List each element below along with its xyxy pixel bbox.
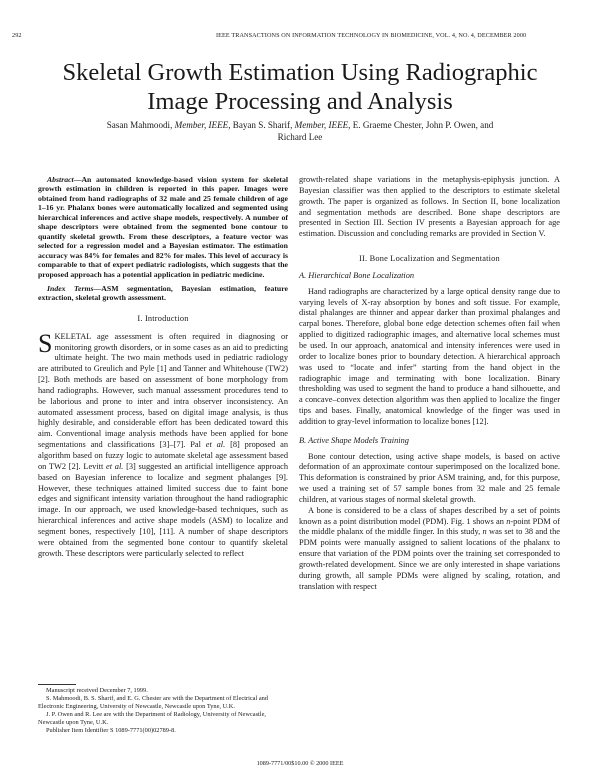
intro-continuation: growth-related shape variations in the metaphysis-epiphysis junction. A Bayesian classifier was then applied to the descriptors to estimate skeletal growth. The paper is organized as follows. In Section II, bone localization and segmentation methods are described. Bone shape descriptors are presented in Section III. Section IV presents a Bayesian approach for age estimation. Discussion and concluding remarks are provided in Section V. xyxy=(299,175,560,239)
index-terms-label: Index Terms xyxy=(47,283,94,293)
right-column xyxy=(299,175,560,593)
footnote-affiliation-1: S. Mahmoodi, B. S. Sharif, and E. G. Chester are with the Department of Electrical and Electronic Engineering, University of Newcastle, Newcastle upon Tyne, U.K. xyxy=(38,694,268,710)
title-line-2: Image Processing and Analysis xyxy=(147,88,453,115)
subsection-heading-hierarchical: A. Hierarchical Bone Localization xyxy=(299,270,415,280)
index-terms-text: —ASM segmentation, Bayesian estimation, feature extraction, skeletal growth assessment. xyxy=(38,283,288,303)
abstract xyxy=(38,175,288,279)
abstract-label: Abstract xyxy=(47,175,74,184)
intro-text-1: KELETAL age assessment is often required in diagnosing or monitoring growth disorders, or in some cases as an aid to predicting ultimate height. The two main methods used in pediatric radiology are attributed to Greulich and Pyle [1] and Tanner and Whitehouse (TW2) [2]. Both methods are based on assessment of bone morphology from hand radiographs. However, such manual assessment procedures tend to be laborious and prone to inter and intra observer inconsistency. An automated assessment process, based on digital image analysis, is thus highly desirable, and considerable effort has been dedicated toward this aim. Conventional image analysis methods have been applied for bone segmentations and classifications [3]–[7]. Pal xyxy=(38,331,288,450)
index-terms xyxy=(38,284,288,303)
section-heading-bone-localization: II. Bone Localization and Segmentation xyxy=(359,254,500,264)
author-1-role: Member, IEEE, xyxy=(174,120,231,130)
left-column xyxy=(38,175,288,559)
asm-text-c: was set to 38 and the PDM points were manually assigned to salient locations of the phalanx to ensure that variation of the PDM points over the training set corresponded to growth-related development. Since we are only interested in shape variations during growth, all sample PDMs were aligned by scaling, rotation, and translation with respect xyxy=(299,527,560,591)
intro-text-3: [3] suggested an artificial intelligence approach based on Bayesian inference to localize and segment phalanges [9]. However, these techniques attained limited success due to faint bone edges and significant intensity variation throughout the hand radiographic image. In our approach, we used knowledge-based techniques, such as hierarchical inferences and active shape models (ASM) to localize and segment bones, respectively [10], [11]. A number of shape descriptors were obtained from the segmented bone contour to quantify skeletal growth. These descriptors were particularly selected to reflect xyxy=(38,461,289,558)
asm-text-a: A bone is considered to be a class of shapes described by a set of points known as a point distribution model (PDM). Fig. 1 shows an xyxy=(299,505,560,526)
drop-cap: S xyxy=(38,328,53,358)
asm-paragraph-2 xyxy=(299,506,560,593)
author-list xyxy=(40,120,560,143)
intro-paragraph xyxy=(38,328,289,560)
author-1: Sasan Mahmoodi, xyxy=(106,120,173,130)
author-2-role: Member, IEEE, xyxy=(294,120,351,130)
intro-citation-etal: et al. xyxy=(205,440,226,450)
section-heading-introduction: I. Introduction xyxy=(137,313,189,323)
author-2: Bayan S. Sharif, xyxy=(232,120,293,130)
footnote-affiliation-2: J. P. Owen and R. Lee are with the Department of Radiology, University of Newcastle, Newcastle upon Tyne, U.K. xyxy=(38,710,266,726)
hierarchical-paragraph: Hand radiographs are characterized by a large optical density range due to varying levels of X-ray absorption by bones and soft tissue. For example, distal phalanges are thinner and appear darker than proximal phalanges and carpal bones. Therefore, global bone edge detection schemes often fail when applied to digitized radiographic images, and alternative local schemes must be used. In our approach, anatomical and intensity inferences were used in order to localize bones prior to boundary detection. A hierarchical approach was used to “locate and infer” starting from the hand object in the radiographic image and terminating with bone localization. Binary thresholding was used to segment the hand to produce a hand silhouette, and a concave–convex detection algorithm was then applied to localize the finger tips and bases. Finally, anatomical knowledge of the finger was used in addition to gray-level information to localize bones [12]. xyxy=(299,286,560,426)
running-head: IEEE TRANSACTIONS ON INFORMATION TECHNOLOGY IN BIOMEDICINE, VOL. 4, NO. 4, DECEMBER 2000 xyxy=(216,32,527,39)
author-line-1 xyxy=(40,120,560,132)
intro-citation-etal: et al. xyxy=(106,461,124,471)
footnote-rule xyxy=(38,684,76,685)
copyright-line: 1089-7771/00$10.00 © 2000 IEEE xyxy=(256,760,344,767)
intro-text-2: [8] proposed an algorithm based on fuzzy logic to automate skeletal age assessment based on TW2 [2]. Levitt xyxy=(38,440,289,471)
footnote-received: Manuscript received December 7, 1999. xyxy=(46,687,148,694)
footnote-publisher-id: Publisher Item Identifier S 1089-7771(00)02789-8. xyxy=(46,726,176,734)
author-line-2: Richard Lee xyxy=(277,131,323,142)
asm-paragraph-1: Bone contour detection, using active shape models, is based on active deformation of an approximate contour superimposed on the localized bone. This deformation is constrained by prior ASM training, and, for this purpose, we used a training set of 57 sample bones from 32 male and 25 female children, at various stages of normal skeletal growth. xyxy=(299,451,560,504)
author-3: E. Graeme Chester, John P. Owen, and xyxy=(352,120,494,130)
subsection-heading-asm-training: B. Active Shape Models Training xyxy=(299,435,409,445)
footnote xyxy=(38,687,288,734)
math-n: n xyxy=(482,527,487,537)
abstract-text: —An automated knowledge-based vision system for skeletal growth estimation in children is reported in this paper. Images were obtained from hand radiographs of 32 male and 25 female children of age 1–16 yr. Phalanx bones were automatically localized and segmented using hierarchical inferences and active shape models, respectively. A number of shape descriptors were obtained from the segmented bone contour to quantify skeletal growth. From these descriptors, a feature vector was selected for a regression model and a Bayesian estimator. The estimation accuracy was 84% for females and 82% for males. This level of accuracy is comparable to that of expert pediatric radiologists, which suggests that the proposed approach has a potential application in pediatric medicine. xyxy=(38,175,288,279)
paper-title xyxy=(0,58,600,116)
title-line-1: Skeletal Growth Estimation Using Radiographic xyxy=(62,59,538,86)
page-number: 292 xyxy=(12,32,22,39)
math-n: n xyxy=(506,516,511,526)
asm-text-b: -point PDM of the middle phalanx of the middle finger. In this study, xyxy=(299,516,560,537)
